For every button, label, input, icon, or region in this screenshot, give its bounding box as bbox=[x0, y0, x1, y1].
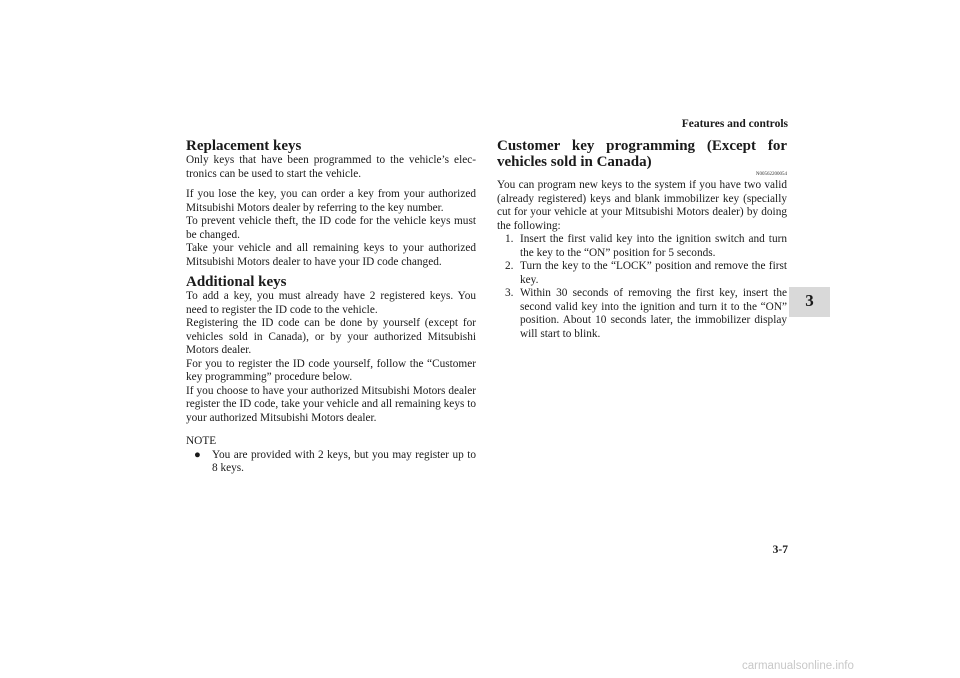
replacement-keys-heading: Replacement keys bbox=[186, 138, 302, 154]
replacement-paragraph-2: If you lose the key, you can order a key from your authorized Mitsubishi Motors dealer by referring to the key number. bbox=[186, 188, 476, 214]
note-bullet-text: You are provided with 2 keys, but you may register up to 8 keys. bbox=[212, 448, 476, 474]
bullet-icon: ● bbox=[194, 448, 201, 461]
chapter-tab-label: 3 bbox=[805, 291, 814, 310]
step-text: Within 30 seconds of removing the first key, insert the second valid key into the ignition and turn it to the “ON” position. About 10 seconds later, the immobilizer display will start to blink. bbox=[520, 287, 787, 340]
programming-steps bbox=[497, 233, 787, 341]
additional-paragraph-2: Registering the ID code can be done by yourself (except for vehicles sold in Canada), or by your authorized Mitsubishi Motors dealer. bbox=[186, 317, 476, 356]
replacement-paragraph-3: To prevent vehicle theft, the ID code for the vehicle keys must be changed. bbox=[186, 215, 476, 241]
note-title: NOTE bbox=[186, 435, 217, 447]
step-text: Insert the first valid key into the ignition switch and turn the key to the “ON” position for 5 seconds. bbox=[520, 233, 787, 259]
step-text: Turn the key to the “LOCK” position and remove the first key. bbox=[520, 260, 787, 286]
watermark-link[interactable]: carmanualsonline.info bbox=[742, 660, 854, 672]
replacement-paragraph-4: Take your vehicle and all remaining keys to your authorized Mitsubishi Motors dealer to have your ID code changed. bbox=[186, 242, 476, 268]
additional-paragraph-3: For you to register the ID code yourself, follow the “Customer key programming” procedure below. bbox=[186, 357, 476, 383]
right-column bbox=[497, 138, 787, 341]
section-code: N00562200054 bbox=[755, 172, 787, 177]
page-number: 3-7 bbox=[772, 544, 788, 556]
step-number: 1. bbox=[505, 233, 514, 245]
replacement-paragraph-1: Only keys that have been programmed to the vehicle’s elec- tronics can be used to start the vehicle. bbox=[186, 154, 476, 180]
additional-paragraph-1: To add a key, you must already have 2 registered keys. You need to register the ID code to the vehicle. bbox=[186, 290, 476, 316]
running-header: Features and controls bbox=[681, 118, 788, 130]
left-column bbox=[186, 138, 476, 476]
chapter-tab bbox=[789, 287, 830, 317]
additional-keys-heading: Additional keys bbox=[186, 274, 287, 290]
note-bullet-item bbox=[186, 449, 476, 476]
step-item bbox=[497, 233, 787, 260]
step-number: 3. bbox=[505, 287, 514, 299]
step-number: 2. bbox=[505, 260, 514, 272]
customer-key-programming-heading: Customer key programming (Except for vehicles sold in Canada) bbox=[497, 138, 787, 170]
additional-paragraph-4: If you choose to have your authorized Mitsubishi Motors dealer register the ID code, take your vehicle and all remaining keys to your authorized Mitsubishi Motors dealer. bbox=[186, 384, 476, 424]
step-item bbox=[497, 287, 787, 341]
step-item bbox=[497, 260, 787, 287]
programming-intro: You can program new keys to the system if you have two valid (already registered) keys and blank immobilizer key (specially cut for your vehicle at your Mitsubishi Motors dealer) by doing the following: bbox=[497, 179, 787, 232]
